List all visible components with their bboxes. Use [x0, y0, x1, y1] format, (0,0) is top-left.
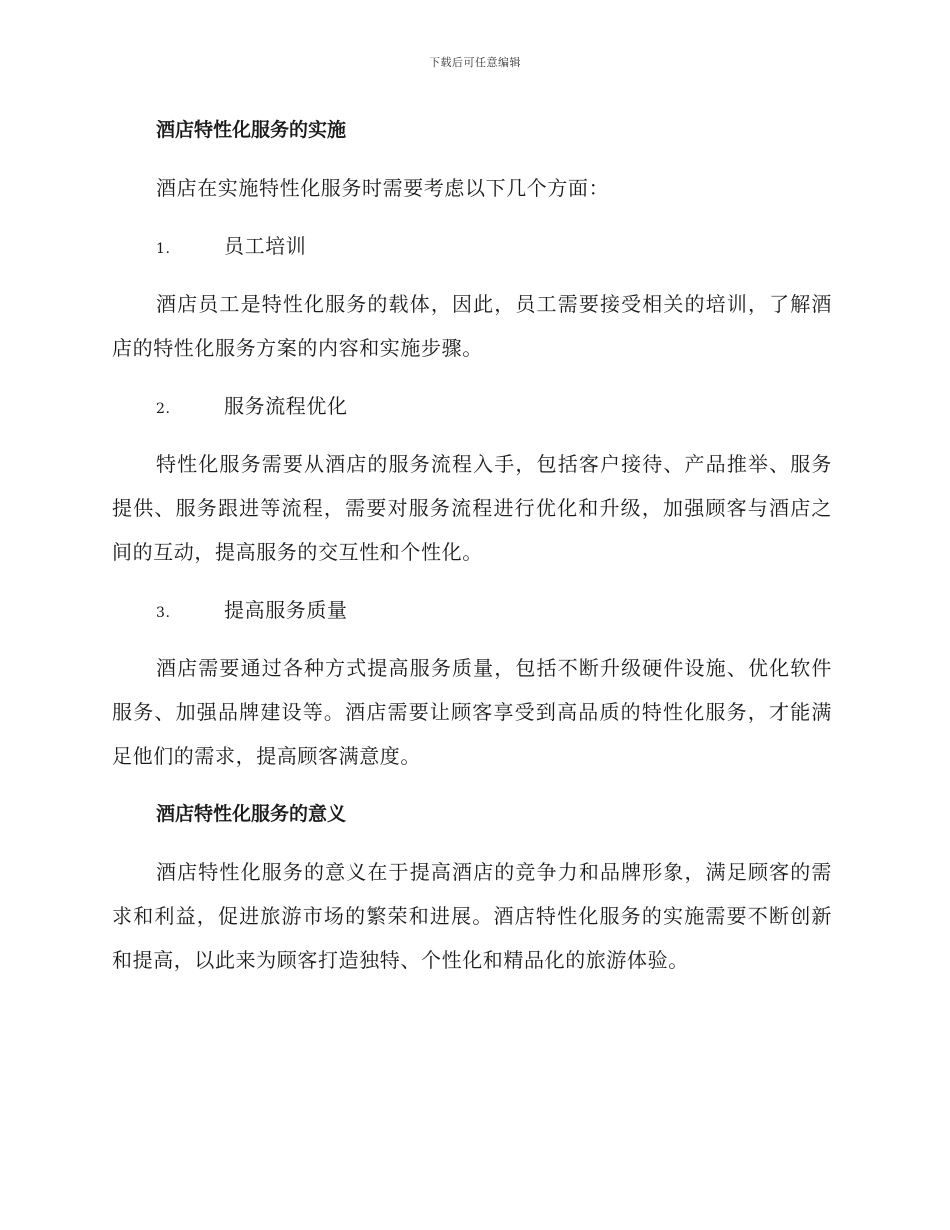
list-item-process-optimization [112, 384, 832, 428]
intro-paragraph: 酒店在实施特性化服务时需要考虑以下几个方面： [156, 176, 610, 200]
header-note: 下载后可任意编辑 [429, 56, 521, 69]
list-item-label: 服务流程优化 [224, 394, 348, 418]
paragraph-process-optimization: 特性化服务需要从酒店的服务流程入手，包括客户接待、产品推举、服务提供、服务跟进等流程，需要对服务流程进行优化和升级，加强顾客与酒店之间的互动，提高服务的交互性和个性化。 [112, 452, 832, 564]
list-number: 1. [156, 241, 171, 257]
list-item-label: 员工培训 [224, 234, 307, 258]
section-heading-implementation: 酒店特性化服务的实施 [156, 119, 347, 141]
list-number: 2. [156, 401, 171, 417]
list-item-staff-training [112, 224, 832, 268]
section-heading-significance: 酒店特性化服务的意义 [156, 803, 347, 825]
document-body [112, 108, 832, 996]
paragraph-staff-training: 酒店员工是特性化服务的载体，因此，员工需要接受相关的培训，了解酒店的特性化服务方案的内容和实施步骤。 [112, 292, 832, 360]
list-number: 3. [156, 605, 171, 621]
paragraph-significance: 酒店特性化服务的意义在于提高酒店的竞争力和品牌形象，满足顾客的需求和利益，促进旅游市场的繁荣和进展。酒店特性化服务的实施需要不断创新和提高，以此来为顾客打造独特、个性化和精品化的旅游体验。 [112, 860, 832, 972]
paragraph-service-quality: 酒店需要通过各种方式提高服务质量，包括不断升级硬件设施、优化软件服务、加强品牌建设等。酒店需要让顾客享受到高品质的特性化服务，才能满足他们的需求，提高顾客满意度。 [112, 656, 832, 768]
list-item-label: 提高服务质量 [224, 598, 348, 622]
list-item-service-quality [112, 588, 832, 632]
